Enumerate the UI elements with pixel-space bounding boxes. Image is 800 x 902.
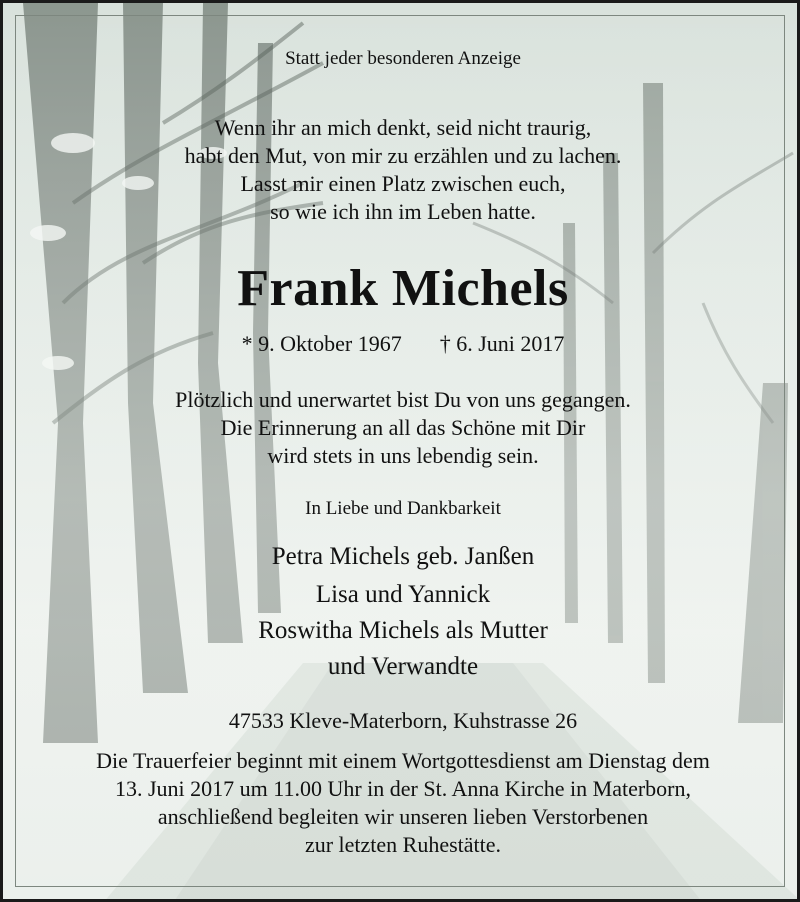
family-line: Petra Michels geb. Janßen [271, 543, 535, 570]
header-text: Statt jeder besonderen Anzeige [285, 48, 521, 69]
service-line: zur letzten Ruhestätte. [304, 832, 502, 857]
poem-line: Lasst mir einen Platz zwischen euch, [240, 171, 566, 196]
service-line: Die Trauerfeier beginnt mit einem Wortgottesdienst am Dienstag dem [96, 748, 710, 773]
poem-line: so wie ich ihn im Leben hatte. [270, 199, 536, 224]
family-line: Lisa und Yannick [315, 581, 491, 608]
family-line: und Verwandte [327, 653, 479, 680]
birth-date: * 9. Oktober 1967 [241, 331, 402, 356]
obituary-text [3, 3, 800, 902]
service-line: 13. Juni 2017 um 11.00 Uhr in der St. Anna Kirche in Materborn, [115, 776, 691, 801]
service-line: anschließend begleiten wir unseren lieben Verstorbenen [157, 804, 649, 829]
death-date: † 6. Juni 2017 [439, 331, 565, 356]
poem-line: habt den Mut, von mir zu erzählen und zu lachen. [184, 143, 622, 168]
message-line: Plötzlich und unerwartet bist Du von uns gegangen. [175, 387, 631, 412]
poem-line: Wenn ihr an mich denkt, seid nicht traurig, [214, 115, 592, 140]
address-text: 47533 Kleve-Materborn, Kuhstrasse 26 [228, 708, 578, 733]
family-line: Roswitha Michels als Mutter [258, 617, 548, 644]
deceased-name: Frank Michels [237, 260, 569, 317]
gratitude-text: In Liebe und Dankbarkeit [305, 498, 501, 519]
life-dates [3, 331, 800, 357]
message-line: wird stets in uns lebendig sein. [267, 443, 539, 468]
message-line: Die Erinnerung an all das Schöne mit Dir [220, 415, 586, 440]
